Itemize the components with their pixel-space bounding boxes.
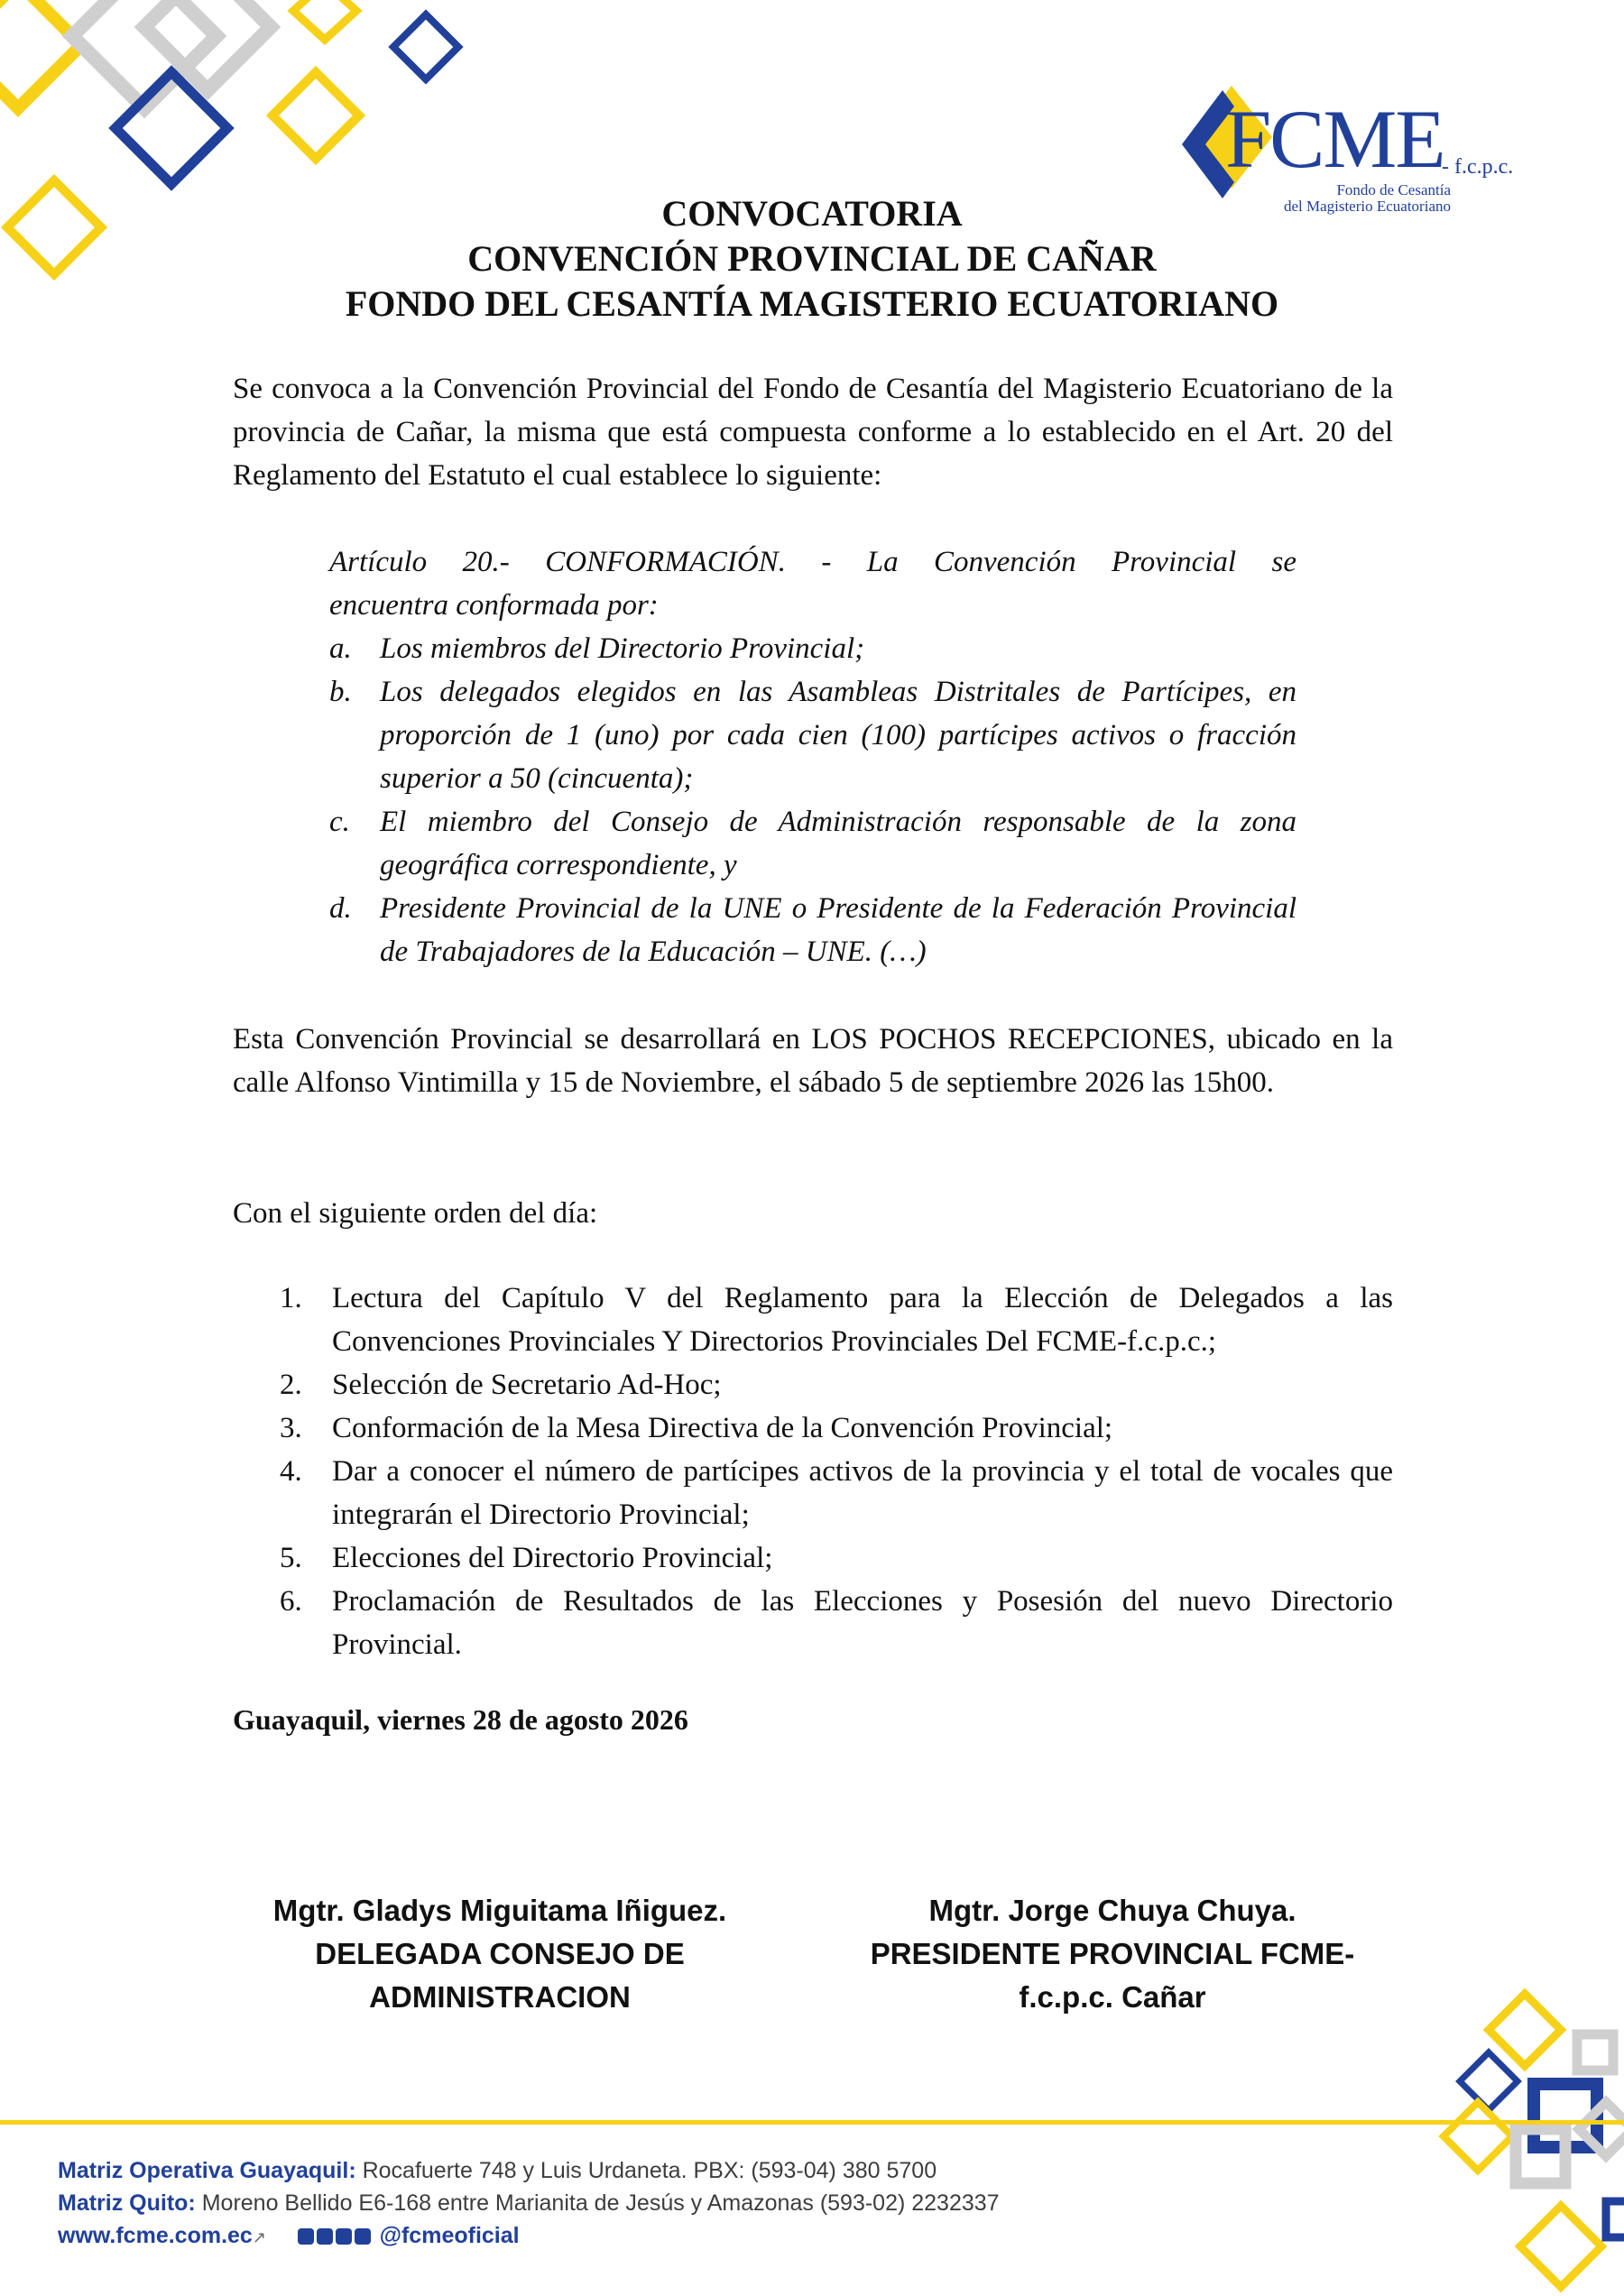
agenda-intro: Con el siguiente orden del día: bbox=[233, 1197, 598, 1230]
footer-guayaquil-text: Rocafuerte 748 y Luis Urdaneta. PBX: (593-04) 380 5700 bbox=[362, 2158, 937, 2183]
logo-subtitle-line2: del Magisterio Ecuatoriano bbox=[1283, 198, 1451, 215]
signature-left bbox=[211, 1889, 789, 2019]
cursor-icon: ↗ bbox=[252, 2228, 266, 2246]
agenda-item-marker: 5. bbox=[280, 1542, 302, 1574]
article-item-marker: c. bbox=[329, 806, 350, 838]
title-line-1: CONVOCATORIA bbox=[661, 193, 963, 234]
agenda-item-marker: 2. bbox=[280, 1369, 302, 1401]
title-line-2: CONVENCIÓN PROVINCIAL DE CAÑAR bbox=[467, 238, 1157, 279]
article-item-d bbox=[329, 887, 1296, 973]
article-item-text: Presidente Provincial de la UNE o Presidente de la Federación Provincial de Trabajadores de la Educación – UNE. (…) bbox=[380, 892, 1296, 968]
article-item-text: Los miembros del Directorio Provincial; bbox=[380, 632, 865, 665]
agenda-item-text: Elecciones del Directorio Provincial; bbox=[332, 1542, 773, 1574]
agenda-item-1 bbox=[280, 1277, 1393, 1363]
agenda-item-text: Proclamación de Resultados de las Elecciones y Posesión del nuevo Directorio Provincial. bbox=[332, 1585, 1393, 1661]
venue-paragraph: Esta Convención Provincial se desarrollará en LOS POCHOS RECEPCIONES, ubicado en la calle Alfonso Vintimilla y 15 de Noviembre, el sábado 5 de septiembre 2026 las 15h00. bbox=[233, 1023, 1393, 1099]
signature-left-role-line2: ADMINISTRACION bbox=[369, 1980, 631, 2014]
agenda-item-marker: 4. bbox=[280, 1455, 302, 1488]
logo-wordmark: FCME bbox=[1225, 93, 1444, 185]
signature-left-name: Mgtr. Gladys Miguitama Iñiguez. bbox=[272, 1894, 727, 1927]
article-20-block bbox=[329, 540, 1296, 973]
agenda-list bbox=[280, 1277, 1393, 1666]
footer-divider bbox=[0, 2120, 1624, 2125]
footer-quito-text: Moreno Bellido E6-168 entre Marianita de Jesús y Amazonas (593-02) 2232337 bbox=[201, 2190, 1000, 2216]
agenda-item-5 bbox=[280, 1536, 1393, 1580]
article-item-marker: d. bbox=[329, 892, 352, 925]
agenda-item-marker: 6. bbox=[280, 1585, 302, 1618]
corner-decoration-bottom-right bbox=[1416, 1985, 1624, 2296]
agenda-item-3 bbox=[280, 1406, 1393, 1450]
agenda-item-text: Lectura del Capítulo V del Reglamento para la Elección de Delegados a las Convenciones Provinciales Y Directorios Provinciales Del FCME-f.c.p.c.; bbox=[332, 1282, 1393, 1358]
article-item-a bbox=[329, 627, 1296, 670]
agenda-item-marker: 3. bbox=[280, 1412, 302, 1444]
footer-web-social bbox=[58, 2219, 1000, 2254]
footer-quito bbox=[58, 2187, 1000, 2219]
youtube-icon[interactable] bbox=[355, 2228, 371, 2245]
agenda-item-text: Conformación de la Mesa Directiva de la Convención Provincial; bbox=[332, 1412, 1113, 1444]
article-item-text: Los delegados elegidos en las Asambleas Distritales de Partícipes, en proporción de 1 (uno) por cada cien (100) partícipes activos o fracción superior a 50 (cincuenta); bbox=[380, 676, 1296, 795]
logo-subtitle-line1: Fondo de Cesantía bbox=[1336, 181, 1451, 198]
agenda-item-2 bbox=[280, 1363, 1393, 1406]
intro-paragraph: Se convoca a la Convención Provincial del Fondo de Cesantía del Magisterio Ecuatoriano de la provincia de Cañar, la misma que está compuesta conforme a lo establecido en el Art. 20 del Reglamento del Estatuto el cual establece lo siguiente: bbox=[233, 373, 1393, 492]
footer-guayaquil bbox=[58, 2154, 1000, 2187]
logo-suffix: - f.c.p.c. bbox=[1442, 155, 1514, 179]
article-item-b bbox=[329, 670, 1296, 800]
title-line-3: FONDO DEL CESANTÍA MAGISTERIO ECUATORIANO bbox=[345, 283, 1279, 324]
signature-right-name: Mgtr. Jorge Chuya Chuya. bbox=[928, 1894, 1296, 1927]
agenda-item-text: Selección de Secretario Ad-Hoc; bbox=[332, 1369, 722, 1401]
footer bbox=[58, 2154, 1000, 2254]
signature-right-role-line1: PRESIDENTE PROVINCIAL FCME- bbox=[870, 1937, 1355, 1970]
twitter-icon[interactable] bbox=[336, 2228, 352, 2245]
article-heading-line1: Artículo 20.- CONFORMACIÓN. - La Convención Provincial se bbox=[329, 546, 1296, 578]
facebook-icon[interactable] bbox=[298, 2228, 314, 2245]
signature-right bbox=[824, 1889, 1401, 2019]
agenda-item-marker: 1. bbox=[280, 1282, 302, 1314]
agenda-item-6 bbox=[280, 1580, 1393, 1666]
footer-website-link[interactable]: www.fcme.com.ec bbox=[58, 2223, 253, 2248]
article-heading-line2: encuentra conformada por: bbox=[329, 589, 659, 622]
article-item-marker: a. bbox=[329, 632, 352, 665]
article-item-text: El miembro del Consejo de Administración responsable de la zona geográfica correspondiente, y bbox=[380, 806, 1296, 881]
date-line: Guayaquil, viernes 28 de agosto 2026 bbox=[233, 1703, 688, 1736]
signature-left-role-line1: DELEGADA CONSEJO DE bbox=[315, 1937, 685, 1970]
article-item-marker: b. bbox=[329, 676, 352, 708]
footer-social-handle[interactable]: @fcmeoficial bbox=[379, 2223, 520, 2248]
signature-right-role-line2: f.c.p.c. Cañar bbox=[1019, 1980, 1206, 2014]
agenda-item-text: Dar a conocer el número de partícipes activos de la provincia y el total de vocales que integrarán el Directorio Provincial; bbox=[332, 1455, 1393, 1531]
article-item-c bbox=[329, 800, 1296, 887]
agenda-item-4 bbox=[280, 1450, 1393, 1536]
document-title bbox=[0, 191, 1624, 327]
instagram-icon[interactable] bbox=[317, 2228, 333, 2245]
footer-guayaquil-label: Matriz Operativa Guayaquil: bbox=[58, 2158, 356, 2183]
footer-quito-label: Matriz Quito: bbox=[58, 2190, 196, 2216]
